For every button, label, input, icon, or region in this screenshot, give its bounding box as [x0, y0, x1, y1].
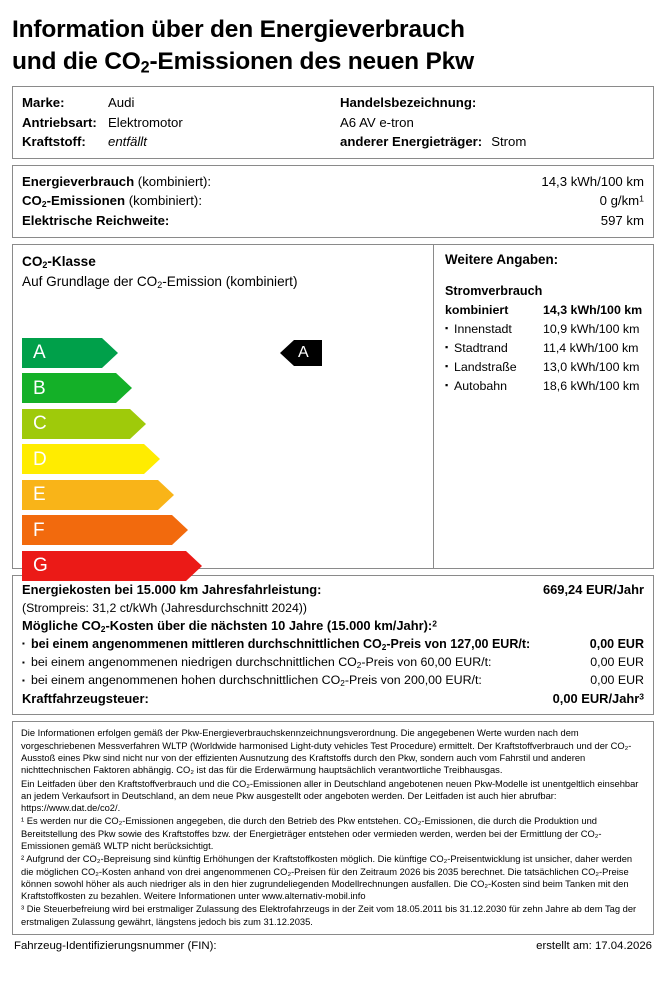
footnote-marker-3: 3	[639, 691, 644, 702]
bar-body	[22, 515, 172, 545]
bar-arrow-tip	[130, 409, 146, 439]
bar-shape	[22, 444, 144, 474]
handelsbezeichnung-label: Handelsbezeichnung:	[340, 95, 477, 111]
identity-row-kraftstoff	[22, 132, 644, 151]
bar-body	[22, 373, 116, 403]
marker-arrow-tip	[280, 340, 294, 366]
consumption-row-range	[22, 211, 644, 230]
stromverbrauch-value: 13,0 kWh/100 km	[543, 359, 640, 374]
stromverbrauch-row	[445, 377, 644, 396]
bar-shape	[22, 409, 130, 439]
energieverbrauch-label: Energieverbrauch (kombiniert):	[22, 174, 212, 190]
antriebsart-label: Antriebsart:	[22, 114, 97, 130]
co2-subscript: 2	[356, 661, 362, 670]
antriebsart-value: Elektromotor	[108, 114, 183, 130]
moegliche-co2-kosten-label: Mögliche $CO_2$-Kosten über die nächsten 10 Jahre (15.000 km/Jahr):$^2$	[22, 618, 437, 634]
stromverbrauch-label: Innenstadt	[454, 322, 512, 337]
bar-shape	[22, 551, 186, 581]
weitere-angaben-title: Weitere Angaben:	[445, 252, 559, 268]
energieverbrauch-value: 14,3 kWh/100 km	[541, 174, 644, 190]
co2-class-bar-a	[22, 338, 424, 368]
bar-arrow-tip	[144, 444, 160, 474]
bar-letter: G	[33, 555, 48, 577]
marker-letter: A	[298, 343, 309, 361]
bar-arrow-tip	[172, 515, 188, 545]
page-title-line2: und die $CO_2$-Emissionen des neuen Pkw	[12, 47, 474, 77]
stromverbrauch-label: Stadtrand	[454, 341, 508, 356]
co2-subscript: 2	[381, 643, 387, 653]
co2-cost-item	[22, 654, 644, 672]
stromverbrauch-row	[445, 358, 644, 377]
legal-footnote-3: ³ Die Steuerbefreiung wird bei erstmaliger Zulassung des Elektrofahrzeugs in der Zeit vom 18.05.2011 bis 31.12.2030 für zehn Jahre ab dem Tag der erstmaligen Zulassung gewährt, längstens jedoch bis zum 31.12.2035.	[21, 904, 637, 927]
co2-subscript: 2	[100, 623, 106, 634]
identity-row-marke	[22, 93, 644, 112]
bar-letter: E	[33, 484, 46, 506]
fin-label: Fahrzeug-Identifizierungsnummer (FIN):	[14, 939, 217, 952]
bar-body	[22, 409, 130, 439]
bar-letter: C	[33, 413, 47, 435]
bar-shape	[22, 515, 172, 545]
weitere-angaben-panel	[433, 245, 653, 568]
bar-body	[22, 444, 144, 474]
bullet-icon: ▪	[22, 676, 25, 686]
energiekosten-row	[22, 581, 644, 599]
co2-cost-item	[22, 635, 644, 654]
created-date: erstellt am: 17.04.2026	[536, 939, 652, 952]
stromverbrauch-label: Autobahn	[454, 378, 508, 393]
co2-subscript: 2	[41, 199, 47, 210]
stromverbrauch-subtitle: Stromverbrauch	[445, 284, 543, 299]
stromverbrauch-value: 18,6 kWh/100 km	[543, 378, 640, 393]
co2-cost-list	[22, 635, 644, 690]
handelsbezeichnung-value: A6 AV e-tron	[340, 114, 414, 130]
marke-label: Marke:	[22, 95, 65, 111]
marke-value: Audi	[108, 95, 135, 111]
stromverbrauch-row	[445, 339, 644, 358]
footnote-marker-2: 2	[432, 618, 437, 629]
co2-class-bar-d	[22, 444, 424, 474]
co2-subscript: 2	[42, 260, 48, 271]
bullet-icon: ▪	[445, 342, 449, 353]
energiekosten-label: Energiekosten bei 15.000 km Jahresfahrleistung:	[22, 582, 322, 598]
bullet-icon: ▪	[445, 323, 449, 334]
co2-cost-item	[22, 672, 644, 690]
legal-footnote-1: ¹ Es werden nur die CO₂-Emissionen angegeben, die durch den Betrieb des Pkw entstehen. CO₂-Emissionen, die durch die Produktion und Bereitstellung des Pkw sowie des Kraftstoffes bzw. der Energieträger entstehen oder vermieden werden, werden bei der Ermittlung der CO₂-Emissionen gemäß WLTP nicht berücksichtigt.	[21, 816, 602, 851]
vehicle-identity-box	[12, 86, 654, 159]
co2-class-heading: $CO_2$-Klasse	[22, 254, 96, 271]
co2-class-bar-g	[22, 551, 424, 581]
consumption-summary-box	[12, 165, 654, 238]
stromverbrauch-value: 10,9 kWh/100 km	[543, 322, 640, 337]
selected-class-marker	[280, 340, 322, 366]
bullet-icon: ▪	[22, 658, 25, 668]
co2-subscript: 2	[340, 678, 345, 688]
bar-arrow-tip	[158, 480, 174, 510]
bar-shape	[22, 373, 116, 403]
co2-class-bar-c	[22, 409, 424, 439]
identity-row-antriebsart	[22, 113, 644, 132]
co2-cost-item-value: 0,00 EUR	[590, 673, 644, 688]
bar-letter: F	[33, 519, 45, 541]
stromverbrauch-value: 11,4 kWh/100 km	[543, 341, 639, 356]
costs-box	[12, 575, 654, 715]
page-footer	[12, 940, 654, 952]
strompreis-note: (Strompreis: 31,2 ct/kWh (Jahresdurchschnitt 2024))	[22, 600, 307, 615]
page-title-line1: Information über den Energieverbrauch	[12, 16, 465, 43]
co2-emissionen-label: $CO_2$-Emissionen (kombiniert):	[22, 193, 202, 210]
bar-arrow-tip	[186, 551, 202, 581]
co2-subscript: 2	[157, 279, 163, 290]
stromverbrauch-row	[445, 320, 644, 339]
bar-letter: A	[33, 342, 46, 364]
co2-subscript: 2	[140, 58, 150, 77]
bullet-icon: ▪	[22, 639, 25, 649]
legal-footnote-2: ² Aufgrund der CO₂-Bepreisung sind künftig Erhöhungen der Kraftstoffkosten möglich. Die künftige CO₂-Preisentwicklung ist unsicher, daher werden die möglichen CO₂-Kosten anhand von drei angenommenen CO₂-Preisen für den Zeitraum 2026 bis 2035 berechnet. Die tatsächlichen CO₂-Preise können sowohl höher als auch niedriger als in den hier zugrundeliegenden Modellrechnungen ausfallen. Die CO₂-Kosten sind beim Tanken mit den Kraftstoffkosten zu bezahlen. Weitere Informationen unter www.alternativ-mobil.info	[21, 854, 633, 901]
co2-class-chart-panel	[13, 245, 433, 577]
energietraeger-value: Strom	[491, 133, 527, 149]
co2-class-bar-e	[22, 480, 424, 510]
consumption-row-co2	[22, 191, 644, 211]
co2-cost-item-value: 0,00 EUR	[589, 637, 644, 652]
legal-paragraph-1: Die Informationen erfolgen gemäß der Pkw-Energieverbrauchskennzeichnungsverordnung. Die angegebenen Werte wurden nach dem vorgeschriebenen Messverfahren WLTP (Worldwide harmonised Light-duty vehicles Test Procedure) ermittelt. Der Kraftstoffverbrauch und der CO₂-Ausstoß eines Pkw sind nicht nur von der effizienten Ausnutzung des Kraftstoffs durch den Pkw, sondern auch vom Fahrstil und anderen nichttechnischen Faktoren abhängig. CO₂ ist das für die Erderwärmung hauptsächlich verantwortliche Treibhausgas.	[21, 728, 632, 775]
co2-class-bar-f	[22, 515, 424, 545]
co2-cost-item-value: 0,00 EUR	[590, 655, 644, 670]
marker-body	[294, 340, 322, 366]
kraftfahrzeugsteuer-label: Kraftfahrzeugsteuer:	[22, 691, 149, 707]
bar-shape	[22, 338, 102, 368]
kraftfahrzeugsteuer-value: 0,00 EUR/Jahr$^3$	[552, 691, 644, 707]
stromverbrauch-label: Landstraße	[454, 359, 517, 374]
energiekosten-value: 669,24 EUR/Jahr	[542, 582, 644, 598]
consumption-row-energy	[22, 172, 644, 191]
kombiniert-value: 14,3 kWh/100 km	[543, 303, 643, 318]
kraftstoff-value: entfällt	[108, 133, 147, 149]
reichweite-label: Elektrische Reichweite:	[22, 213, 170, 229]
legal-paragraph-2: Ein Leitfaden über den Kraftstoffverbrauch und die CO₂-Emissionen aller in Deutschland angebotenen neuen Pkw-Modelle ist unentgeltlich einsehbar an jedem Verkaufsort in Deutschland, an dem neue Pkw ausgestellt oder angeboten werden. Der Leitfaden ist auch hier abrufbar: https://www.dat.de/co2/.	[21, 778, 639, 813]
co2-class-scale	[22, 338, 424, 581]
co2-class-subheading: Auf Grundlage der $CO_2$-Emission (kombiniert)	[22, 273, 298, 290]
co2-cost-item-label: bei einem angenommenen hohen durchschnittlichen $CO_2$-Preis von 200,00 EUR/t:	[31, 673, 482, 688]
bar-body	[22, 480, 158, 510]
kombiniert-label: kombiniert	[445, 303, 509, 318]
bar-body	[22, 551, 186, 581]
bullet-icon: ▪	[445, 379, 449, 390]
kraftfahrzeugsteuer-row	[22, 690, 644, 708]
co2-class-box	[12, 244, 654, 577]
footnote-marker-1: 1	[639, 193, 644, 204]
energietraeger-label: anderer Energieträger:	[340, 133, 483, 149]
bar-arrow-tip	[116, 373, 132, 403]
kraftstoff-label: Kraftstoff:	[22, 133, 86, 149]
bar-letter: D	[33, 448, 47, 470]
bar-body	[22, 338, 102, 368]
stromverbrauch-list	[445, 320, 644, 395]
legal-disclaimer-box	[12, 721, 654, 934]
bar-arrow-tip	[102, 338, 118, 368]
co2-emissionen-value: 0 $g/km^1$	[599, 193, 644, 209]
bar-shape	[22, 480, 158, 510]
stromverbrauch-row-kombiniert	[445, 301, 644, 320]
page-title	[12, 0, 654, 86]
co2-class-bar-b	[22, 373, 424, 403]
co2-cost-item-label: bei einem angenommenen niedrigen durchschnittlichen $CO_2$-Preis von 60,00 EUR/t:	[31, 655, 492, 670]
bullet-icon: ▪	[445, 360, 449, 371]
co2-cost-item-label: bei einem angenommenen mittleren durchschnittlichen $CO_2$-Preis von 127,00 EUR/t:	[31, 637, 531, 653]
reichweite-value: 597 km	[600, 213, 644, 229]
bar-letter: B	[33, 377, 46, 399]
